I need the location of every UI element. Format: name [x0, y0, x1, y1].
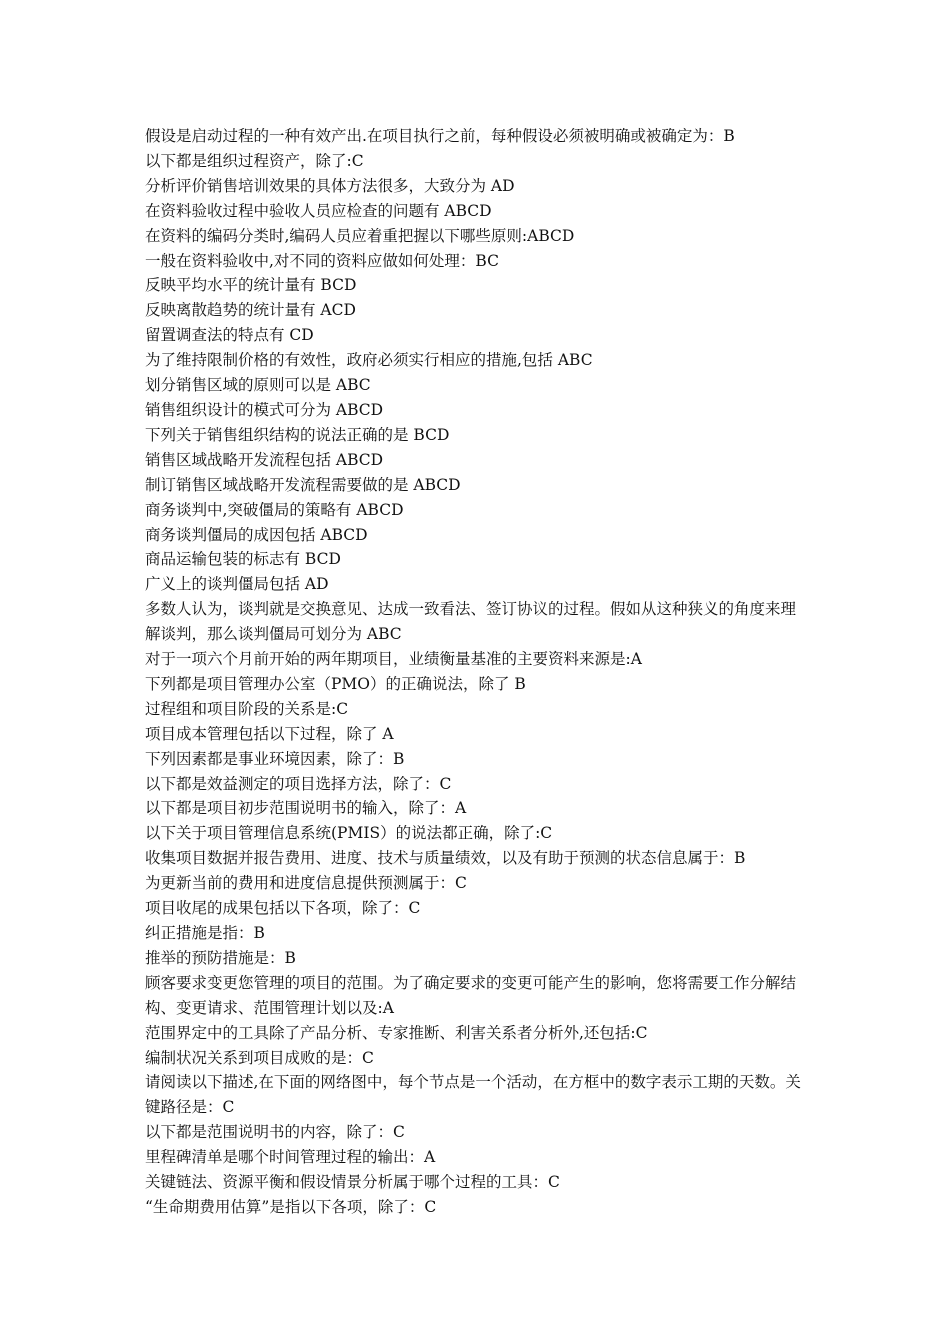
question-line: 留置调查法的特点有 CD: [145, 326, 314, 345]
question-line: 销售区域战略开发流程包括 ABCD: [145, 450, 384, 469]
question-line: 广义上的谈判僵局包括 AD: [145, 575, 329, 594]
question-line: 关键链法、资源平衡和假设情景分析属于哪个过程的工具：C: [145, 1173, 560, 1192]
question-line: 纠正措施是指：B: [145, 924, 265, 942]
question-line: 商务谈判僵局的成因包括 ABCD: [145, 525, 368, 544]
question-line: 在资料的编码分类时,编码人员应着重把握以下哪些原则:ABCD: [145, 226, 575, 245]
question-line: 以下都是项目初步范围说明书的输入，除了：A: [145, 799, 467, 818]
question-line: 反映离散趋势的统计量有 ACD: [145, 301, 356, 320]
question-line: 项目收尾的成果包括以下各项，除了：C: [145, 899, 421, 918]
question-line: 假设是启动过程的一种有效产出.在项目执行之前，每种假设必须被明确或被确定为：B: [145, 127, 735, 145]
question-line: 顾客要求变更您管理的项目的范围。为了确定要求的变更可能产生的影响，您将需要工作分解结构、变更请求、范围管理计划以及:A: [145, 973, 797, 1017]
question-line: 反映平均水平的统计量有 BCD: [145, 276, 357, 295]
question-line: 以下都是效益测定的项目选择方法，除了：C: [145, 774, 452, 793]
question-line: 为更新当前的费用和进度信息提供预测属于：C: [145, 874, 467, 893]
question-line: 分析评价销售培训效果的具体方法很多，大致分为 AD: [145, 176, 515, 195]
question-line: 下列因素都是事业环境因素，除了：B: [145, 749, 405, 768]
question-line: 编制状况关系到项目成败的是：C: [145, 1048, 374, 1067]
question-line: 制订销售区域战略开发流程需要做的是 ABCD: [145, 475, 461, 494]
question-line: 以下都是范围说明书的内容，除了：C: [145, 1123, 405, 1142]
question-line: 划分销售区域的原则可以是 ABC: [145, 376, 371, 395]
question-line: 一般在资料验收中,对不同的资料应做如何处理：BC: [145, 251, 499, 270]
question-line: 销售组织设计的模式可分为 ABCD: [145, 400, 384, 419]
document-body: [145, 124, 810, 1220]
question-line: 商品运输包装的标志有 BCD: [145, 550, 341, 569]
question-line: 推举的预防措施是：B: [145, 948, 296, 967]
question-line: 里程碑清单是哪个时间管理过程的输出：A: [145, 1148, 436, 1167]
question-line: 商务谈判中,突破僵局的策略有 ABCD: [145, 500, 404, 519]
question-line: 对于一项六个月前开始的两年期项目，业绩衡量基准的主要资料来源是:A: [145, 650, 642, 669]
question-line: 过程组和项目阶段的关系是:C: [145, 699, 349, 718]
question-line: 在资料验收过程中验收人员应检查的问题有 ABCD: [145, 201, 492, 220]
question-line: 请阅读以下描述,在下面的网络图中，每个节点是一个活动，在方框中的数字表示工期的天数。关键路径是：C: [145, 1073, 801, 1117]
question-line: 范围界定中的工具除了产品分析、专家推断、利害关系者分析外,还包括:C: [145, 1023, 648, 1042]
question-line: 下列都是项目管理办公室（PMO）的正确说法，除了 B: [145, 674, 526, 693]
question-line: 为了维持限制价格的有效性，政府必须实行相应的措施,包括 ABC: [145, 351, 593, 370]
question-line: 下列关于销售组织结构的说法正确的是 BCD: [145, 425, 450, 444]
question-line: 收集项目数据并报告费用、进度、技术与质量绩效，以及有助于预测的状态信息属于：B: [145, 849, 746, 868]
question-line: 以下都是组织过程资产，除了:C: [145, 151, 364, 170]
question-line: 以下关于项目管理信息系统(PMIS）的说法都正确，除了:C: [145, 824, 553, 843]
question-line: “生命期费用估算”是指以下各项，除了：C: [145, 1197, 437, 1216]
question-line: 项目成本管理包括以下过程，除了 A: [145, 724, 394, 743]
question-line: 多数人认为，谈判就是交换意见、达成一致看法、签订协议的过程。假如从这种狭义的角度来理解谈判，那么谈判僵局可划分为 ABC: [145, 600, 797, 644]
